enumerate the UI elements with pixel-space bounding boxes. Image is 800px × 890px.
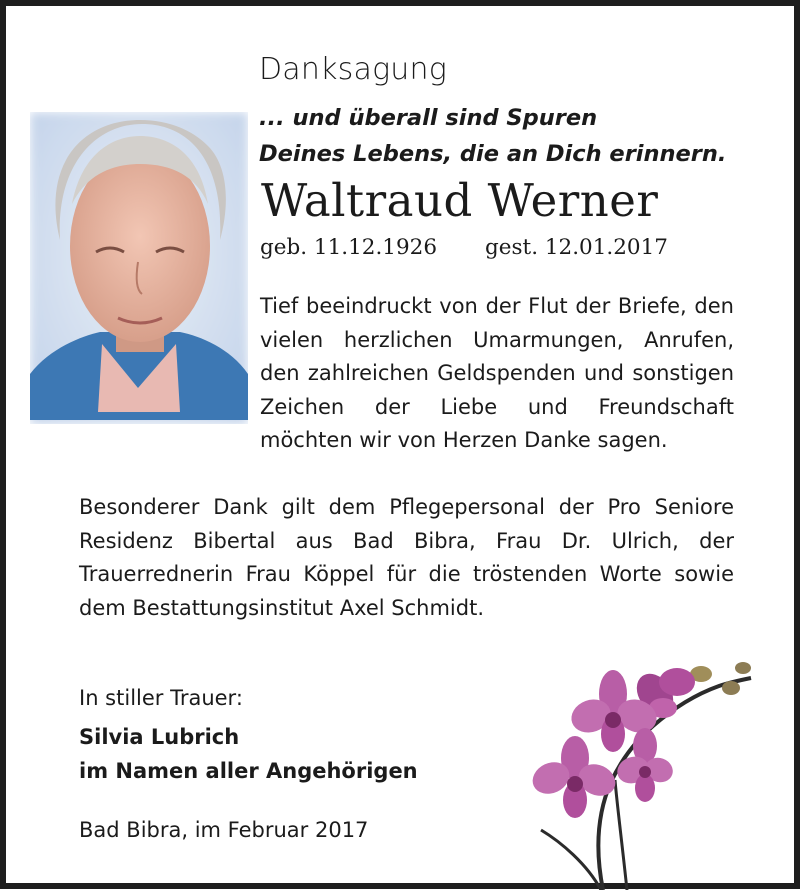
mourning-intro: In stiller Trauer: (79, 686, 243, 710)
signers (79, 720, 418, 788)
thanks-paragraph: Tief beeindruckt von der Flut der Briefe, den vielen herzlichen Umarmungen, Anrufen, den zahlreichen Geldspenden und sonstigen Zeichen der Liebe und Freundschaft möchten wir von Herzen Danke sagen. (260, 294, 734, 452)
signer-relatives: im Namen aller Angehörigen (79, 759, 418, 783)
death-date: gest. 12.01.2017 (485, 235, 668, 260)
orchid-bud-2 (722, 681, 740, 695)
heading: Danksagung (259, 52, 447, 87)
signer-name: Silvia Lubrich (79, 725, 240, 749)
deceased-name: Waltraud Werner (261, 174, 659, 227)
orchid-illustration (531, 654, 763, 890)
quote-line-1: ... und überall sind Spuren (259, 105, 598, 131)
life-dates (260, 235, 668, 260)
orchid-stem-left (541, 830, 601, 890)
birth-date: geb. 11.12.1926 (260, 235, 438, 260)
portrait-photo (30, 112, 248, 424)
place-and-date: Bad Bibra, im Februar 2017 (79, 818, 369, 842)
orchid-stem-middle (615, 780, 627, 890)
orchid-bud-3 (735, 662, 751, 674)
memorial-quote (259, 100, 726, 172)
quote-line-2: Deines Lebens, die an Dich erinnern. (259, 141, 727, 167)
special-thanks-paragraph: Besonderer Dank gilt dem Pflegepersonal der Pro Seniore Residenz Bibertal aus Bad Bibra, Frau Dr. Ulrich, der Trauerrednerin Frau Köppel für die tröstenden Worte sowie dem Bestattungsinstitut Axel Schmidt. (79, 495, 734, 620)
